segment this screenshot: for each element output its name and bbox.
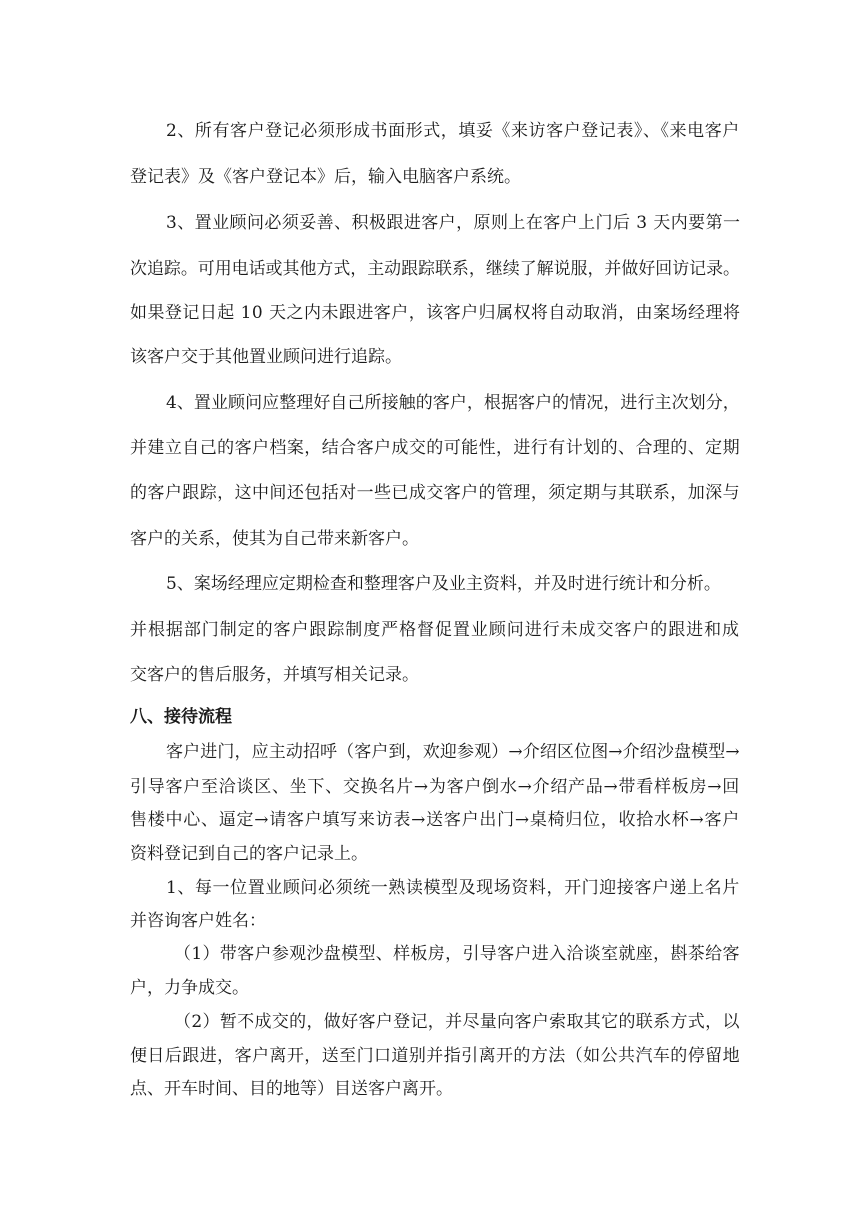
text-line: 并咨询客户姓名： (130, 911, 266, 931)
text-line: 2、所有客户登记必须形成书面形式，填妥《来访客户登记表》、《来电客户 (166, 121, 740, 141)
text-line: 并根据部门制定的客户跟踪制度严格督促置业顾问进行未成交客户的跟进和成 (130, 620, 740, 640)
text-line: 售楼中心、逼定→请客户填写来访表→送客户出门→桌椅归位，收拾水杯→客户 (130, 810, 740, 830)
text-line: 5、案场经理应定期检查和整理客户及业主资料，并及时进行统计和分析。 (166, 574, 721, 594)
text-line: （2）暂不成交的，做好客户登记，并尽量向客户索取其它的联系方式，以 (174, 1012, 740, 1032)
text-line: 如果登记日起 10 天之内未跟进客户，该客户归属权将自动取消，由案场经理将 (130, 303, 741, 323)
text-line: 并建立自己的客户档案，结合客户成交的可能性，进行有计划的、合理的、定期 (130, 438, 741, 458)
text-line: 4、置业顾问应整理好自己所接触的客户，根据客户的情况，进行主次划分， (166, 393, 740, 413)
text-line: （1）带客户参观沙盘模型、样板房，引导客户进入洽谈室就座，斟茶给客 (174, 944, 740, 964)
text-line: 的客户跟踪，这中间还包括对一些已成交客户的管理，须定期与其联系，加深与 (130, 483, 741, 503)
text-line: 便日后跟进，客户离开，送至门口道别并指引离开的方法（如公共汽车的停留地 (130, 1046, 741, 1066)
text-line: 交客户的售后服务，并填写相关记录。 (130, 665, 419, 685)
text-line: 客户进门，应主动招呼（客户到，欢迎参观）→介绍区位图→介绍沙盘模型→ (166, 742, 740, 762)
text-line: 1、每一位置业顾问必须统一熟读模型及现场资料，开门迎接客户递上名片 (166, 878, 740, 898)
text-line: 该客户交于其他置业顾问进行追踪。 (130, 347, 402, 367)
section-heading: 八、接待流程 (130, 707, 232, 727)
text-line: 客户的关系，使其为自己带来新客户。 (130, 529, 419, 549)
text-line: 登记表》及《客户登记本》后，输入电脑客户系统。 (130, 167, 521, 187)
text-line: 3、置业顾问必须妥善、积极跟进客户，原则上在客户上门后 3 天内要第一 (166, 213, 741, 233)
text-line: 资料登记到自己的客户记录上。 (130, 844, 368, 864)
text-line: 次追踪。可用电话或其他方式，主动跟踪联系，继续了解说服，并做好回访记录。 (130, 259, 740, 279)
text-line: 点、开车时间、目的地等）目送客户离开。 (130, 1079, 453, 1099)
text-line: 引导客户至洽谈区、坐下、交换名片→为客户倒水→介绍产品→带看样板房→回 (130, 777, 740, 797)
text-line: 户，力争成交。 (130, 978, 249, 998)
